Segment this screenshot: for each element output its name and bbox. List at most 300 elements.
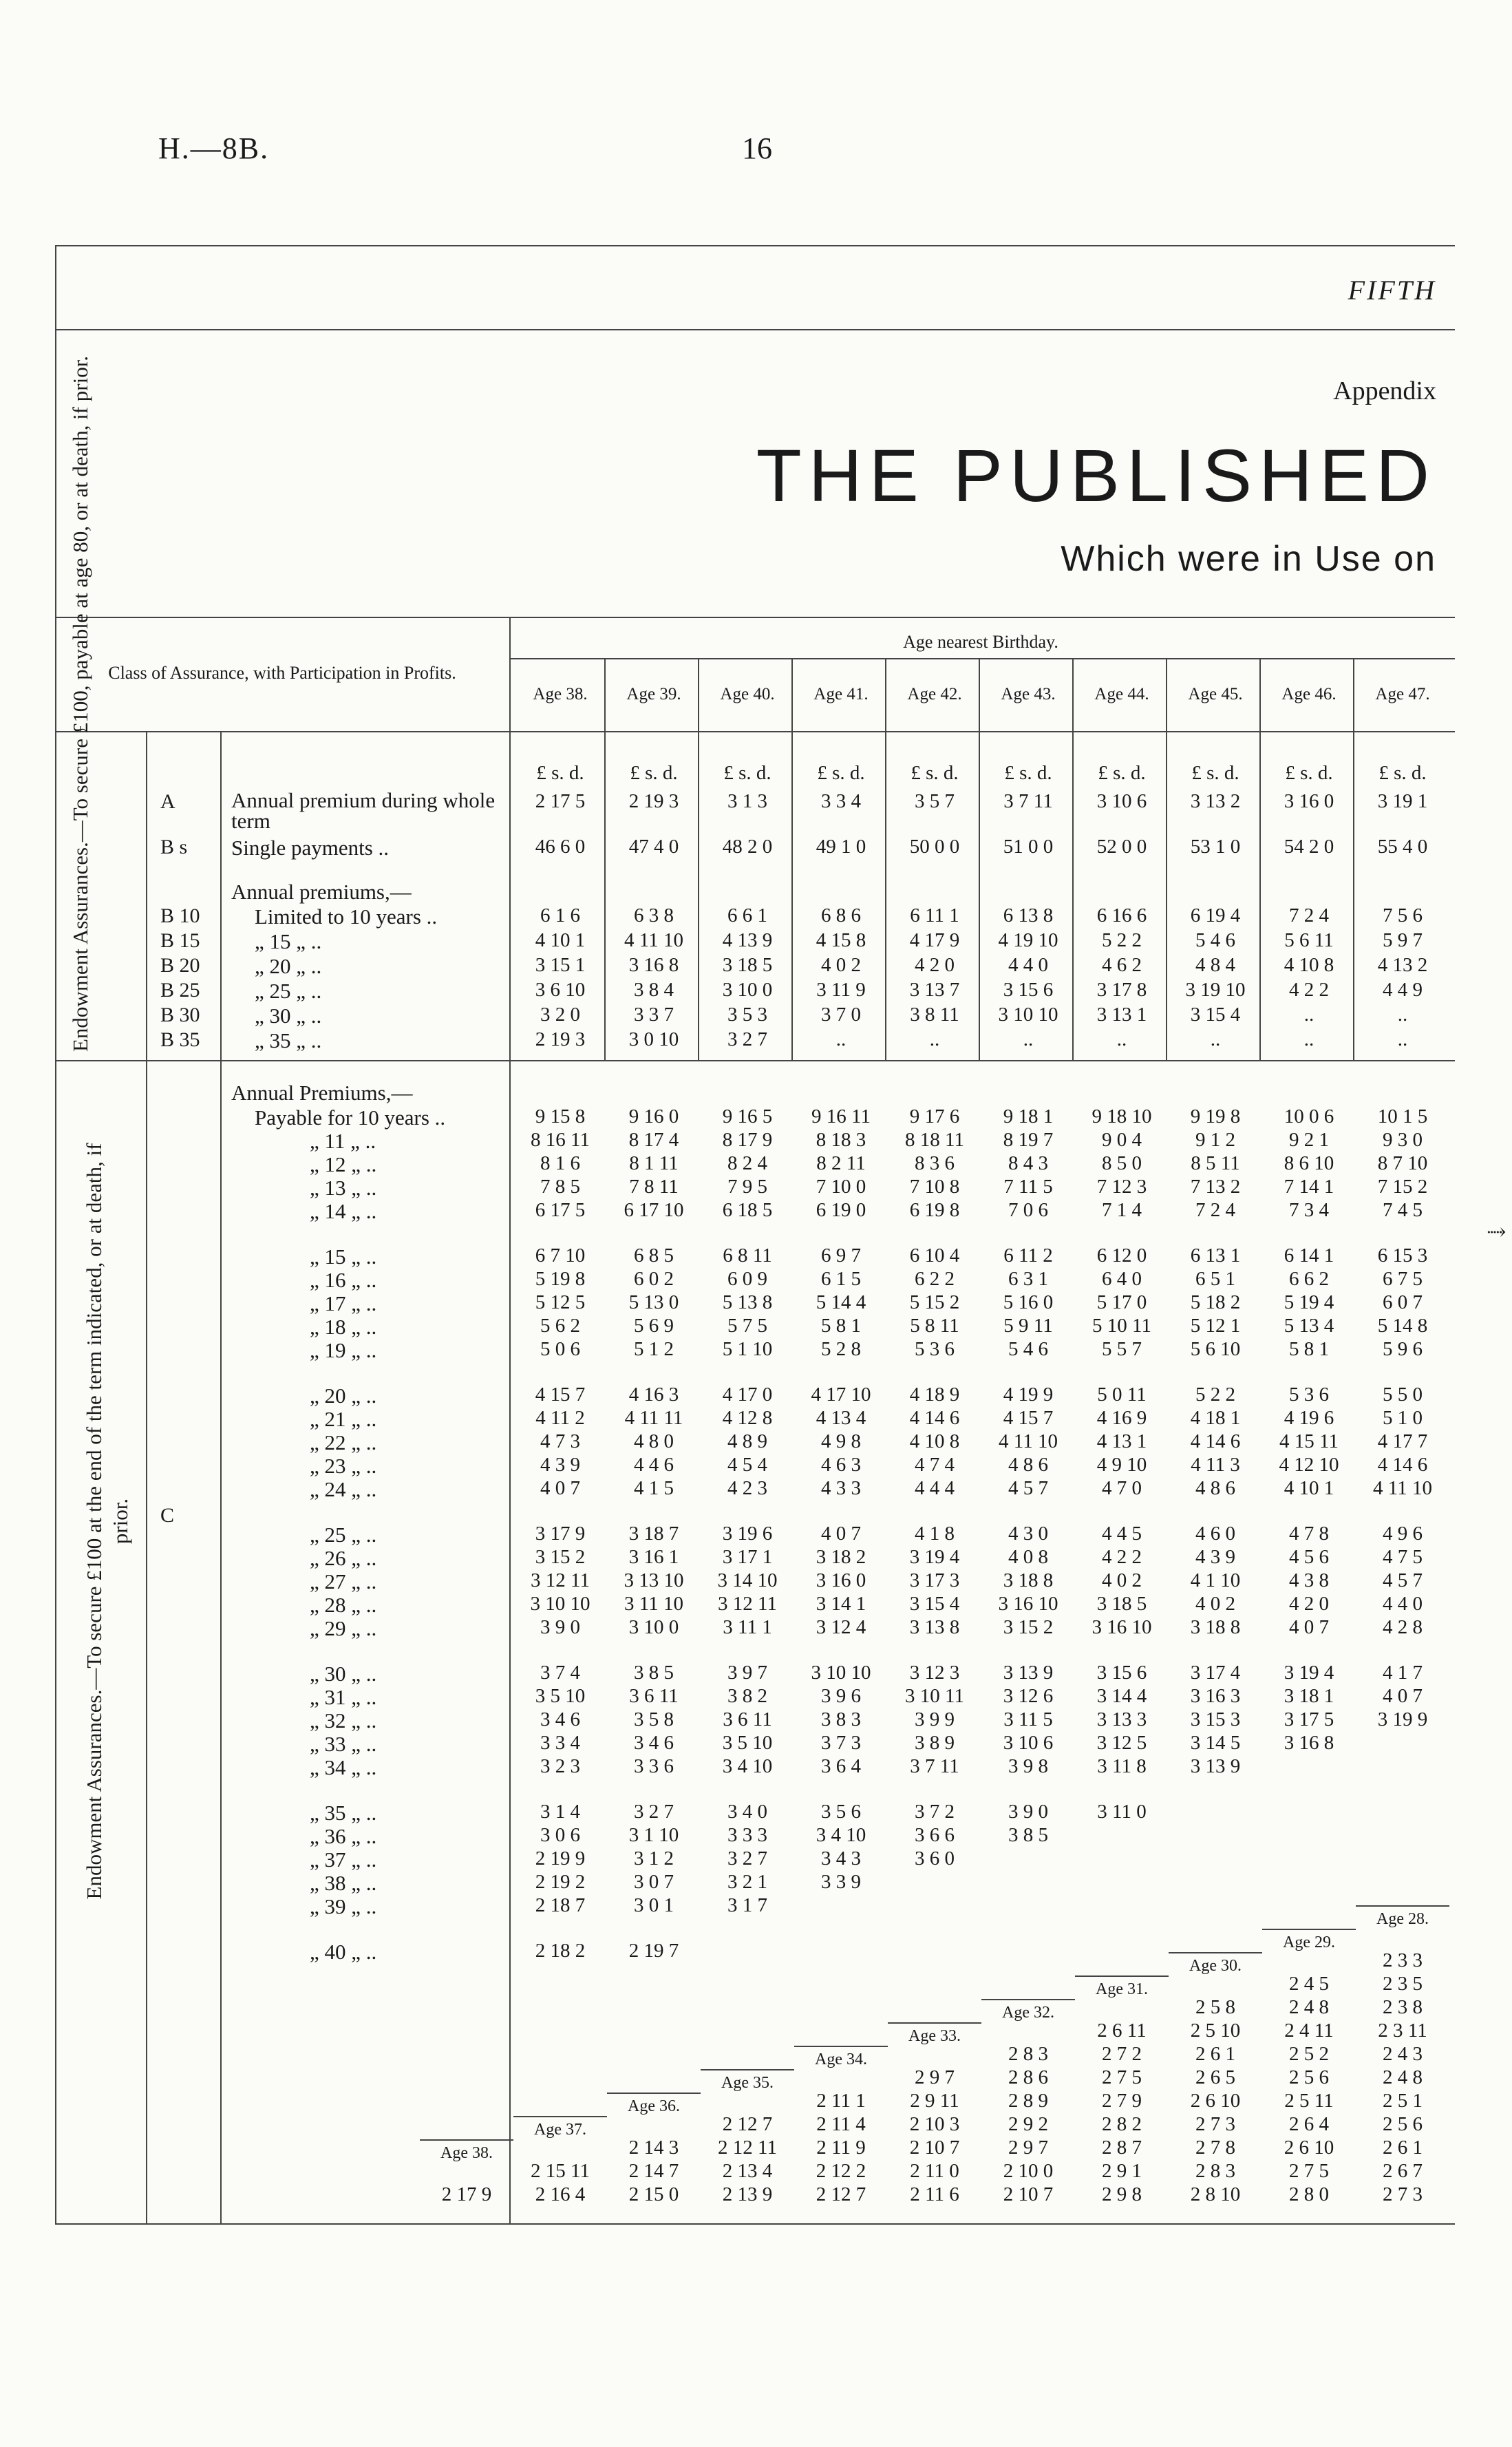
staircase-age-tag: Age 34. [815,2051,867,2068]
premium-cell: 5 8 1 [1289,1338,1329,1360]
staircase-cell: 2 11 9 [816,2137,866,2159]
premium-cell: 4 0 8 [1008,1546,1048,1568]
row-label: „ 30 „ .. [255,1004,322,1028]
premium-cell: 4 0 7 [1383,1685,1423,1707]
premium-cell: 2 18 7 [535,1894,586,1916]
term-label: „ 27 „ .. [310,1569,377,1593]
premium-cell: 4 17 10 [811,1384,871,1406]
premium-cell: 4 9 8 [821,1430,861,1452]
premium-cell: 5 6 9 [634,1315,674,1337]
premium-cell: 7 8 5 [540,1176,580,1198]
premium-cell: 3 13 1 [1096,1004,1147,1026]
premium-cell: 3 9 7 [727,1662,767,1684]
staircase-rule [981,1999,1075,2000]
premium-cell: 7 10 8 [909,1176,960,1198]
staircase-cell: 2 4 5 [1289,1973,1329,1995]
premium-cell: 8 4 3 [1008,1152,1048,1174]
premium-cell: 4 2 8 [1383,1616,1423,1638]
premium-cell: 3 17 1 [722,1546,773,1568]
term-label: „ 30 „ .. [310,1662,377,1686]
term-label: „ 24 „ .. [310,1477,377,1501]
staircase-cell: 2 6 1 [1195,2043,1235,2065]
premium-cell: 8 1 11 [629,1152,679,1174]
premium-cell: 5 14 4 [816,1291,866,1313]
term-label: „ 25 „ .. [310,1523,377,1547]
row-label: „ 15 „ .. [255,929,322,953]
class-code: B 30 [160,1004,200,1026]
staircase-cell: 2 9 7 [915,2066,955,2088]
premium-cell: 6 8 6 [821,904,861,926]
premium-cell: 53 1 0 [1190,836,1241,858]
premium-cell: .. [1303,1028,1314,1050]
staircase-cell: 2 6 7 [1383,2160,1423,2182]
term-label: „ 16 „ .. [310,1268,377,1292]
premium-cell: 4 1 8 [915,1523,955,1545]
premium-cell: 46 6 0 [535,836,586,858]
top-rule [55,245,1455,246]
premium-cell: .. [1023,1028,1034,1050]
premium-cell: 3 2 7 [727,1847,767,1869]
staircase-cell: 2 12 11 [718,2137,777,2159]
premium-cell: 6 17 5 [535,1199,586,1221]
premium-cell: 3 14 5 [1190,1732,1241,1754]
premium-cell: 6 1 6 [540,904,580,926]
staircase-cell: 2 3 3 [1383,1949,1423,1971]
premium-cell: 3 7 3 [821,1732,861,1754]
premium-cell: 4 15 8 [816,929,866,951]
premium-cell: 3 4 10 [722,1755,773,1777]
premium-cell: 3 17 4 [1190,1662,1241,1684]
premium-cell: 4 4 0 [1008,954,1048,976]
term-label: „ 33 „ .. [310,1732,377,1756]
staircase-cell: 2 6 1 [1383,2137,1423,2159]
premium-cell: 3 2 0 [540,1004,580,1026]
fifth-heading: FIFTH [1348,275,1436,306]
staircase-cell: 2 7 3 [1383,2183,1423,2205]
premium-cell: .. [1210,1028,1221,1050]
premium-cell: 4 8 6 [1195,1477,1235,1499]
term-label: „ 28 „ .. [310,1593,377,1617]
age-column-header: Age 41. [813,685,869,703]
premium-cell: 3 1 7 [727,1894,767,1916]
table-top-rule [55,617,1455,618]
premium-cell: 4 5 7 [1008,1477,1048,1499]
premium-cell: 3 10 11 [905,1685,964,1707]
premium-cell: 50 0 0 [909,836,960,858]
premium-cell: 4 19 9 [1003,1384,1054,1406]
staircase-rule [607,2093,701,2094]
premium-cell: 55 4 0 [1377,836,1428,858]
premium-cell: 3 7 11 [910,1755,959,1777]
term-label: „ 37 „ .. [310,1847,377,1872]
premium-cell: .. [1303,1004,1314,1026]
staircase-age-tag: Age 28. [1376,1910,1429,1928]
premium-cell: 4 2 2 [1102,1546,1142,1568]
premium-cell: 7 4 5 [1383,1199,1423,1221]
premium-cell: .. [1397,1028,1408,1050]
premium-cell: 5 2 2 [1102,929,1142,951]
premium-cell: 4 4 9 [1383,979,1423,1001]
section2-subheading: Payable for 10 years .. [255,1105,446,1130]
premium-cell: 3 8 5 [634,1662,674,1684]
premium-cell: 7 13 2 [1190,1176,1241,1198]
staircase-age-tag: Age 37. [534,2121,586,2139]
age-column-header: Age 40. [720,685,775,703]
premium-cell: 2 19 3 [628,790,679,812]
staircase-cell: 2 7 5 [1102,2066,1142,2088]
age-header-rule [509,658,1455,659]
staircase-cell: 2 9 1 [1102,2160,1142,2182]
premium-cell: 7 2 4 [1195,1199,1235,1221]
premium-cell: .. [929,1028,940,1050]
premium-cell: 3 18 1 [1284,1685,1334,1707]
premium-cell: 6 19 8 [909,1199,960,1221]
premium-cell: 5 12 5 [535,1291,586,1313]
premium-cell: 3 17 8 [1096,979,1147,1001]
premium-cell: 3 3 9 [821,1871,861,1893]
premium-cell: 5 8 1 [821,1315,861,1337]
premium-cell: 6 6 1 [727,904,767,926]
staircase-cell: 2 5 2 [1289,2043,1329,2065]
premium-cell: 5 5 7 [1102,1338,1142,1360]
premium-cell: 4 17 9 [909,929,960,951]
premium-cell: 4 8 0 [634,1430,674,1452]
premium-cell: 8 5 0 [1102,1152,1142,1174]
staircase-cell: 2 5 8 [1195,1996,1235,2018]
premium-cell: 3 6 0 [915,1847,955,1869]
premium-cell: 3 6 4 [821,1755,861,1777]
staircase-cell: 2 11 0 [910,2160,959,2182]
term-label: „ 38 „ .. [310,1871,377,1895]
premium-cell: 5 16 0 [1003,1291,1054,1313]
premium-cell: 4 2 0 [915,954,955,976]
premium-cell: 2 19 3 [535,1028,586,1050]
premium-cell: .. [1116,1028,1127,1050]
staircase-rule [1262,1929,1356,1930]
premium-cell: 5 19 4 [1284,1291,1334,1313]
section2-heading: Annual Premiums,— [231,1081,413,1105]
premium-cell: 9 1 2 [1195,1129,1235,1151]
premium-cell: 4 15 7 [1003,1407,1054,1429]
premium-cell: 7 15 2 [1377,1176,1428,1198]
premium-cell: 5 10 11 [1092,1315,1151,1337]
premium-cell: 4 0 7 [540,1477,580,1499]
staircase-cell: 2 4 8 [1289,1996,1329,2018]
premium-cell: 7 3 4 [1289,1199,1329,1221]
age-column-header: Age 47. [1375,685,1430,703]
premium-cell: 8 5 11 [1191,1152,1240,1174]
premium-cell: 2 19 9 [535,1847,586,1869]
staircase-cell: 2 8 6 [1008,2066,1048,2088]
class-code: B s [160,836,188,858]
premium-cell: 3 4 6 [540,1708,580,1730]
premium-cell: 5 12 1 [1190,1315,1241,1337]
premium-cell: 3 2 7 [634,1801,674,1823]
staircase-cell: 2 9 7 [1008,2137,1048,2159]
premium-cell: 3 3 6 [634,1755,674,1777]
premium-cell: 6 7 10 [535,1244,586,1267]
premium-cell: 3 15 4 [909,1593,960,1615]
staircase-cell: 2 7 5 [1289,2160,1329,2182]
premium-cell: 9 18 10 [1092,1105,1152,1127]
staircase-cell: 2 5 11 [1284,2090,1334,2112]
premium-cell: 9 17 6 [909,1105,960,1127]
premium-cell: 5 6 11 [1284,929,1334,951]
staircase-cell: 2 6 10 [1190,2090,1241,2112]
premium-cell: 6 15 3 [1377,1244,1428,1267]
premium-cell: 3 19 1 [1377,790,1428,812]
premium-cell: 4 7 8 [1289,1523,1329,1545]
title-rule [55,329,1455,330]
premium-cell: 7 14 1 [1284,1176,1334,1198]
premium-cell: 3 10 0 [628,1616,679,1638]
premium-cell: 5 1 10 [722,1338,773,1360]
premium-cell: 3 4 0 [727,1801,767,1823]
premium-cell: 3 16 10 [998,1593,1058,1615]
premium-cell: 4 15 7 [535,1384,586,1406]
premium-cell: 47 4 0 [628,836,679,858]
section2-code: C [160,1504,175,1527]
premium-cell: 4 8 6 [1008,1454,1048,1476]
term-label: „ 12 „ .. [310,1152,377,1176]
premium-cell: 3 16 10 [1092,1616,1152,1638]
staircase-cell: 2 8 3 [1195,2160,1235,2182]
premium-cell: 4 19 6 [1284,1407,1334,1429]
term-label: „ 23 „ .. [310,1454,377,1478]
class-code: B 15 [160,929,200,952]
term-label: „ 32 „ .. [310,1708,377,1733]
premium-cell: 4 11 11 [624,1407,683,1429]
premium-cell: 48 2 0 [722,836,773,858]
premium-cell: 4 6 2 [1102,954,1142,976]
premium-cell: 3 1 10 [628,1824,679,1846]
premium-cell: 3 5 10 [535,1685,586,1707]
premium-cell: 5 0 6 [540,1338,580,1360]
premium-cell: 9 2 1 [1289,1129,1329,1151]
staircase-cell: 2 8 0 [1289,2183,1329,2205]
staircase-cell: 2 10 3 [909,2113,960,2135]
premium-cell: 4 2 2 [1289,979,1329,1001]
premium-cell: 8 18 3 [816,1129,866,1151]
premium-cell: 2 19 2 [535,1871,586,1893]
premium-cell: 3 6 11 [629,1685,679,1707]
class-code: B 20 [160,954,200,977]
premium-cell: 5 18 2 [1190,1291,1241,1313]
premium-cell: 3 10 0 [722,979,773,1001]
premium-cell: 4 9 6 [1383,1523,1423,1545]
premium-cell: 4 0 2 [821,954,861,976]
premium-cell: 51 0 0 [1003,836,1054,858]
premium-cell: 5 4 6 [1008,1338,1048,1360]
premium-cell: 3 13 10 [624,1569,684,1591]
staircase-cell: 2 9 8 [1102,2183,1142,2205]
staircase-cell: 2 5 1 [1383,2090,1423,2112]
staircase-cell: 2 12 7 [722,2113,773,2135]
premium-cell: 3 5 7 [915,790,955,812]
premium-cell: 4 12 8 [722,1407,773,1429]
class-header: Class of Assurance, with Participation in Profits. [108,663,456,683]
premium-cell: 8 19 7 [1003,1129,1054,1151]
premium-cell: 4 16 3 [628,1384,679,1406]
which-heading: Which were in Use on [1061,539,1436,579]
premium-cell: 6 3 8 [634,904,674,926]
premium-cell: 6 19 0 [816,1199,866,1221]
premium-cell: 3 17 9 [535,1523,586,1545]
staircase-cell: 2 8 10 [1190,2183,1241,2205]
premium-cell: 3 5 8 [634,1708,674,1730]
staircase-cell: 2 12 7 [816,2183,866,2205]
premium-cell: 6 14 1 [1284,1244,1334,1267]
premium-cell: 4 11 3 [1191,1454,1240,1476]
premium-cell: 4 17 0 [722,1384,773,1406]
code-column-rule [220,731,222,2223]
premium-cell: 3 2 7 [727,1028,767,1050]
premium-cell: 3 19 9 [1377,1708,1428,1730]
section1-side-label: Endowment Assurances.—To secure £100, payable at age 80, or at death, if prior. [68,355,92,1052]
term-label: „ 20 „ .. [310,1384,377,1408]
premium-cell: 5 1 2 [634,1338,674,1360]
premium-cell: 3 15 2 [535,1546,586,1568]
premium-cell: 3 11 1 [723,1616,772,1638]
premium-cell: 9 16 0 [628,1105,679,1127]
staircase-rule [701,2069,794,2070]
premium-cell: 3 6 11 [723,1708,772,1730]
premium-cell: 3 7 11 [1003,790,1053,812]
age-nearest-header: Age nearest Birthday. [903,632,1058,652]
premium-cell: 4 6 3 [821,1454,861,1476]
class-code: B 35 [160,1028,200,1051]
staircase-cell: 2 8 9 [1008,2090,1048,2112]
premium-cell: .. [835,1028,846,1050]
premium-cell: 9 3 0 [1383,1129,1423,1151]
premium-cell: 2 17 5 [535,790,586,812]
staircase-rule [420,2139,513,2141]
premium-cell: 3 16 8 [1284,1732,1334,1754]
premium-cell: 4 5 4 [727,1454,767,1476]
staircase-age-tag: Age 32. [1002,2004,1054,2022]
staircase-cell: 2 5 10 [1190,2020,1241,2042]
staircase-rule [794,2046,888,2047]
premium-cell: 7 2 4 [1289,904,1329,926]
premium-cell: 4 8 4 [1195,954,1235,976]
premium-cell: 3 16 0 [1284,790,1334,812]
premium-cell: 5 15 2 [909,1291,960,1313]
premium-cell: 4 4 0 [1383,1593,1423,1615]
premium-cell: 3 8 11 [910,1004,959,1026]
premium-cell: 3 10 6 [1096,790,1147,812]
premium-cell: 3 13 7 [909,979,960,1001]
staircase-cell: 2 6 11 [1097,2020,1147,2042]
staircase-cell: 2 14 3 [628,2137,679,2159]
lsd-unit-header: £ s. d. [1098,762,1146,784]
premium-cell: 7 11 5 [1003,1176,1053,1198]
premium-cell: 3 12 11 [531,1569,590,1591]
premium-cell: 6 1 5 [821,1268,861,1290]
staircase-cell: 2 17 9 [441,2183,492,2205]
premium-cell: 3 14 10 [717,1569,778,1591]
lsd-unit-header: £ s. d. [1285,762,1333,784]
published-heading: THE PUBLISHED [756,434,1436,517]
section2-side-label: Endowment Assurances.—To secure £100 at the end of the term indicated, or at death, if prior. [82,1143,132,1900]
lsd-unit-header: £ s. d. [630,762,678,784]
premium-cell: 4 11 10 [1373,1477,1432,1499]
premium-cell: 3 4 6 [634,1732,674,1754]
premium-cell: 4 4 6 [634,1454,674,1476]
staircase-cell: 2 4 11 [1284,2020,1334,2042]
staircase-cell: 2 6 10 [1284,2137,1334,2159]
premium-cell: 3 0 7 [634,1871,674,1893]
age-column-header: Age 43. [1001,685,1056,703]
premium-cell: 6 8 11 [723,1244,772,1267]
term-label: „ 22 „ .. [310,1430,377,1454]
premium-cell: 4 1 10 [1190,1569,1241,1591]
premium-cell: 4 7 0 [1102,1477,1142,1499]
premium-cell: 3 15 2 [1003,1616,1054,1638]
premium-cell: 9 18 1 [1003,1105,1054,1127]
premium-cell: 3 10 10 [811,1662,871,1684]
premium-cell: 3 16 0 [816,1569,866,1591]
premium-cell: 4 0 7 [821,1523,861,1545]
premium-cell: 8 6 10 [1284,1152,1334,1174]
staircase-cell: 2 10 7 [909,2137,960,2159]
lsd-unit-header: £ s. d. [1378,762,1427,784]
premium-cell: 6 5 1 [1195,1268,1235,1290]
premium-cell: 7 0 6 [1008,1199,1048,1221]
premium-cell: 3 14 4 [1096,1685,1147,1707]
age-column-header: Age 42. [907,685,962,703]
premium-cell: 3 15 3 [1190,1708,1241,1730]
staircase-cell: 2 5 6 [1383,2113,1423,2135]
premium-cell: 8 1 6 [540,1152,580,1174]
premium-cell: 52 0 0 [1096,836,1147,858]
staircase-cell: 2 3 11 [1378,2020,1427,2042]
staircase-cell: 2 5 6 [1289,2066,1329,2088]
premium-cell: 4 14 6 [909,1407,960,1429]
lsd-unit-header: £ s. d. [911,762,959,784]
premium-cell: 4 3 9 [1195,1546,1235,1568]
premium-cell: 3 13 2 [1190,790,1241,812]
premium-cell: 2 19 7 [628,1940,679,1962]
staircase-cell: 2 14 7 [628,2160,679,2182]
staircase-cell: 2 8 7 [1102,2137,1142,2159]
staircase-age-tag: Age 31. [1096,1980,1148,1998]
premium-cell: 3 18 8 [1190,1616,1241,1638]
premium-cell: 4 9 10 [1096,1454,1147,1476]
premium-cell: 3 12 4 [816,1616,866,1638]
premium-cell: 4 2 0 [1289,1593,1329,1615]
premium-cell: 3 8 2 [727,1685,767,1707]
premium-cell: 3 13 9 [1003,1662,1054,1684]
staircase-age-tag: Age 38. [440,2144,493,2162]
term-label: „ 26 „ .. [310,1546,377,1570]
premium-cell: 3 9 0 [1008,1801,1048,1823]
term-label: „ 11 „ .. [310,1129,376,1153]
staircase-cell: 2 7 9 [1102,2090,1142,2112]
premium-cell: 7 5 6 [1383,904,1423,926]
premium-cell: 5 19 8 [535,1268,586,1290]
premium-cell: 3 16 8 [628,954,679,976]
staircase-cell: 2 4 8 [1383,2066,1423,2088]
premium-cell: 3 8 3 [821,1708,861,1730]
premium-cell: 4 13 4 [816,1407,866,1429]
premium-cell: 49 1 0 [816,836,866,858]
premium-cell: 3 0 6 [540,1824,580,1846]
premium-cell: 4 5 7 [1383,1569,1423,1591]
premium-cell: 9 16 5 [722,1105,773,1127]
term-label: „ 17 „ .. [310,1291,377,1315]
premium-cell: 54 2 0 [1284,836,1334,858]
premium-cell: 7 8 11 [629,1176,679,1198]
